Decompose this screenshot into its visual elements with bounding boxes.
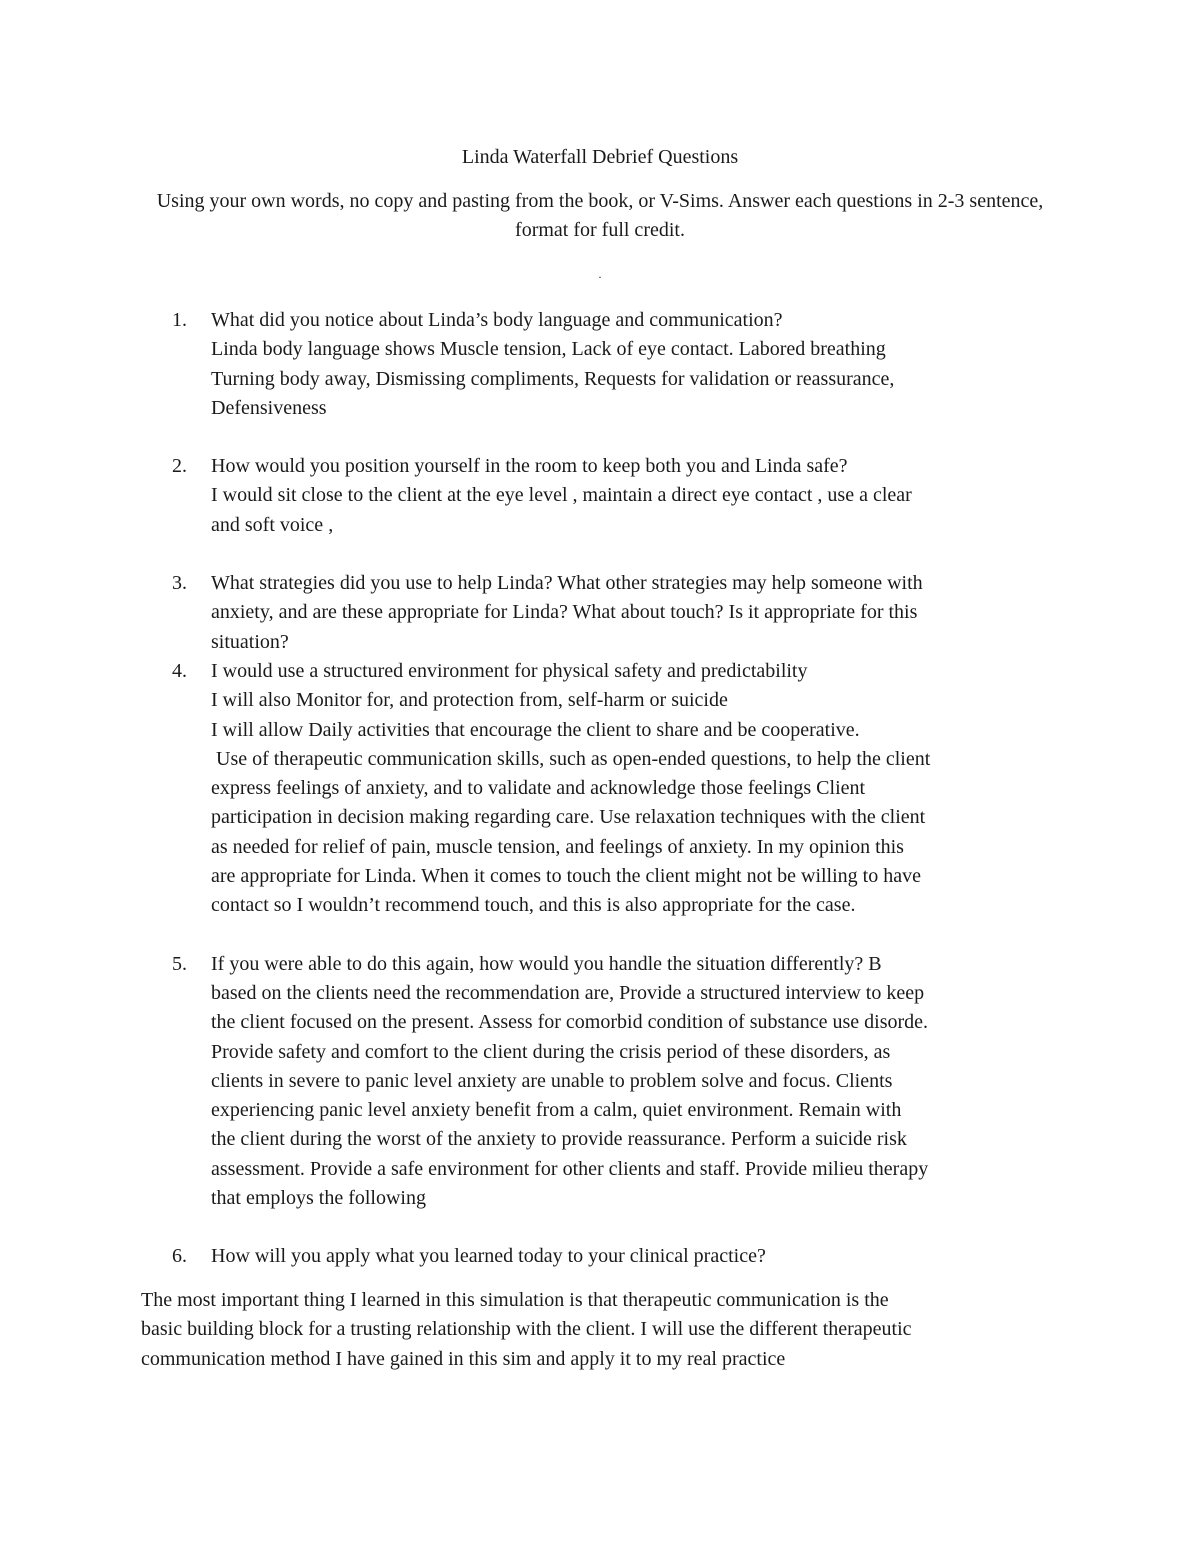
text-line: experiencing panic level anxiety benefit from a calm, quiet environment. Remain with [211,1099,902,1122]
question-item-3 [0,569,1071,657]
question-number: 1. [172,309,187,331]
question-list [0,306,1200,1272]
text-line: I would sit close to the client at the eye level , maintain a direct eye contact , use a clear [211,484,912,507]
closing-paragraph [141,1286,1071,1374]
text-line: participation in decision making regarding care. Use relaxation techniques with the client [211,806,926,829]
text-line: clients in severe to panic level anxiety are unable to problem solve and focus. Clients [211,1069,893,1092]
text-line: Turning body away, Dismissing compliments, Requests for validation or reassurance, [211,367,895,390]
spacer [0,423,1200,452]
text-line: that employs the following [211,1187,426,1210]
question-item-2 [0,452,1071,540]
text-line: I will also Monitor for, and protection from, self-harm or suicide [211,689,728,712]
question-number: 2. [172,455,187,478]
spacer [0,921,1200,950]
text-line: and soft voice , [211,513,334,536]
question-item-1 [0,306,1071,423]
text-line: anxiety, and are these appropriate for Linda? What about touch? Is it appropriate for this [211,601,918,624]
text-line: express feelings of anxiety, and to validate and acknowledge those feelings Client [211,777,866,800]
spacer [0,540,1200,569]
spacer [0,1213,1200,1242]
text-line: basic building block for a trusting relationship with the client. I will use the different therapeutic [141,1318,912,1341]
question-item-5 [0,950,1071,1214]
text-line: What did you notice about Linda’s body language and communication? [211,309,783,331]
text-line: I will allow Daily activities that encourage the client to share and be cooperative. [211,718,860,741]
text-line: How would you position yourself in the room to keep both you and Linda safe? [211,455,848,478]
instructions-text: Using your own words, no copy and pasting from the book, or V-Sims. Answer each questions in 2-3 sentence, format for full credit. [156,190,1044,241]
text-line: Defensiveness [211,396,327,419]
text-line: I would use a structured environment for physical safety and predictability [211,659,808,682]
text-line: assessment. Provide a safe environment for other clients and staff. Provide milieu therapy [211,1157,929,1180]
text-line: Use of therapeutic communication skills, such as open-ended questions, to help the client [211,747,931,770]
text-line: Linda body language shows Muscle tension, Lack of eye contact. Labored breathing [211,338,886,361]
question-number: 6. [172,1245,187,1268]
document-title: Linda Waterfall Debrief Questions [461,146,739,168]
question-number: 5. [172,952,187,975]
text-line: are appropriate for Linda. When it comes to touch the client might not be willing to have [211,865,921,888]
text-line: communication method I have gained in this sim and apply it to my real practice [141,1347,786,1370]
text-line: situation? [211,630,289,653]
text-line: Provide safety and comfort to the client during the crisis period of these disorders, as [211,1040,891,1063]
question-item-4 [0,657,1071,921]
text-line: What strategies did you use to help Linda? What other strategies may help someone with [211,572,923,595]
separator-mark: . [598,267,602,281]
question-number: 4. [172,659,187,682]
text-line: If you were able to do this again, how would you handle the situation differently? B [211,952,882,975]
text-line: How will you apply what you learned today to your clinical practice? [211,1245,766,1268]
text-line: the client focused on the present. Assess for comorbid condition of substance use disorde. [211,1011,929,1034]
text-line: based on the clients need the recommendation are, Provide a structured interview to keep [211,981,925,1004]
text-line: contact so I wouldn’t recommend touch, and this is also appropriate for the case. [211,894,856,917]
text-line: the client during the worst of the anxiety to provide reassurance. Perform a suicide risk [211,1128,907,1151]
text-line: The most important thing I learned in this simulation is that therapeutic communication is the [141,1289,889,1311]
question-item-6 [0,1242,1071,1271]
question-number: 3. [172,572,187,595]
text-line: as needed for relief of pain, muscle tension, and feelings of anxiety. In my opinion this [211,835,904,858]
